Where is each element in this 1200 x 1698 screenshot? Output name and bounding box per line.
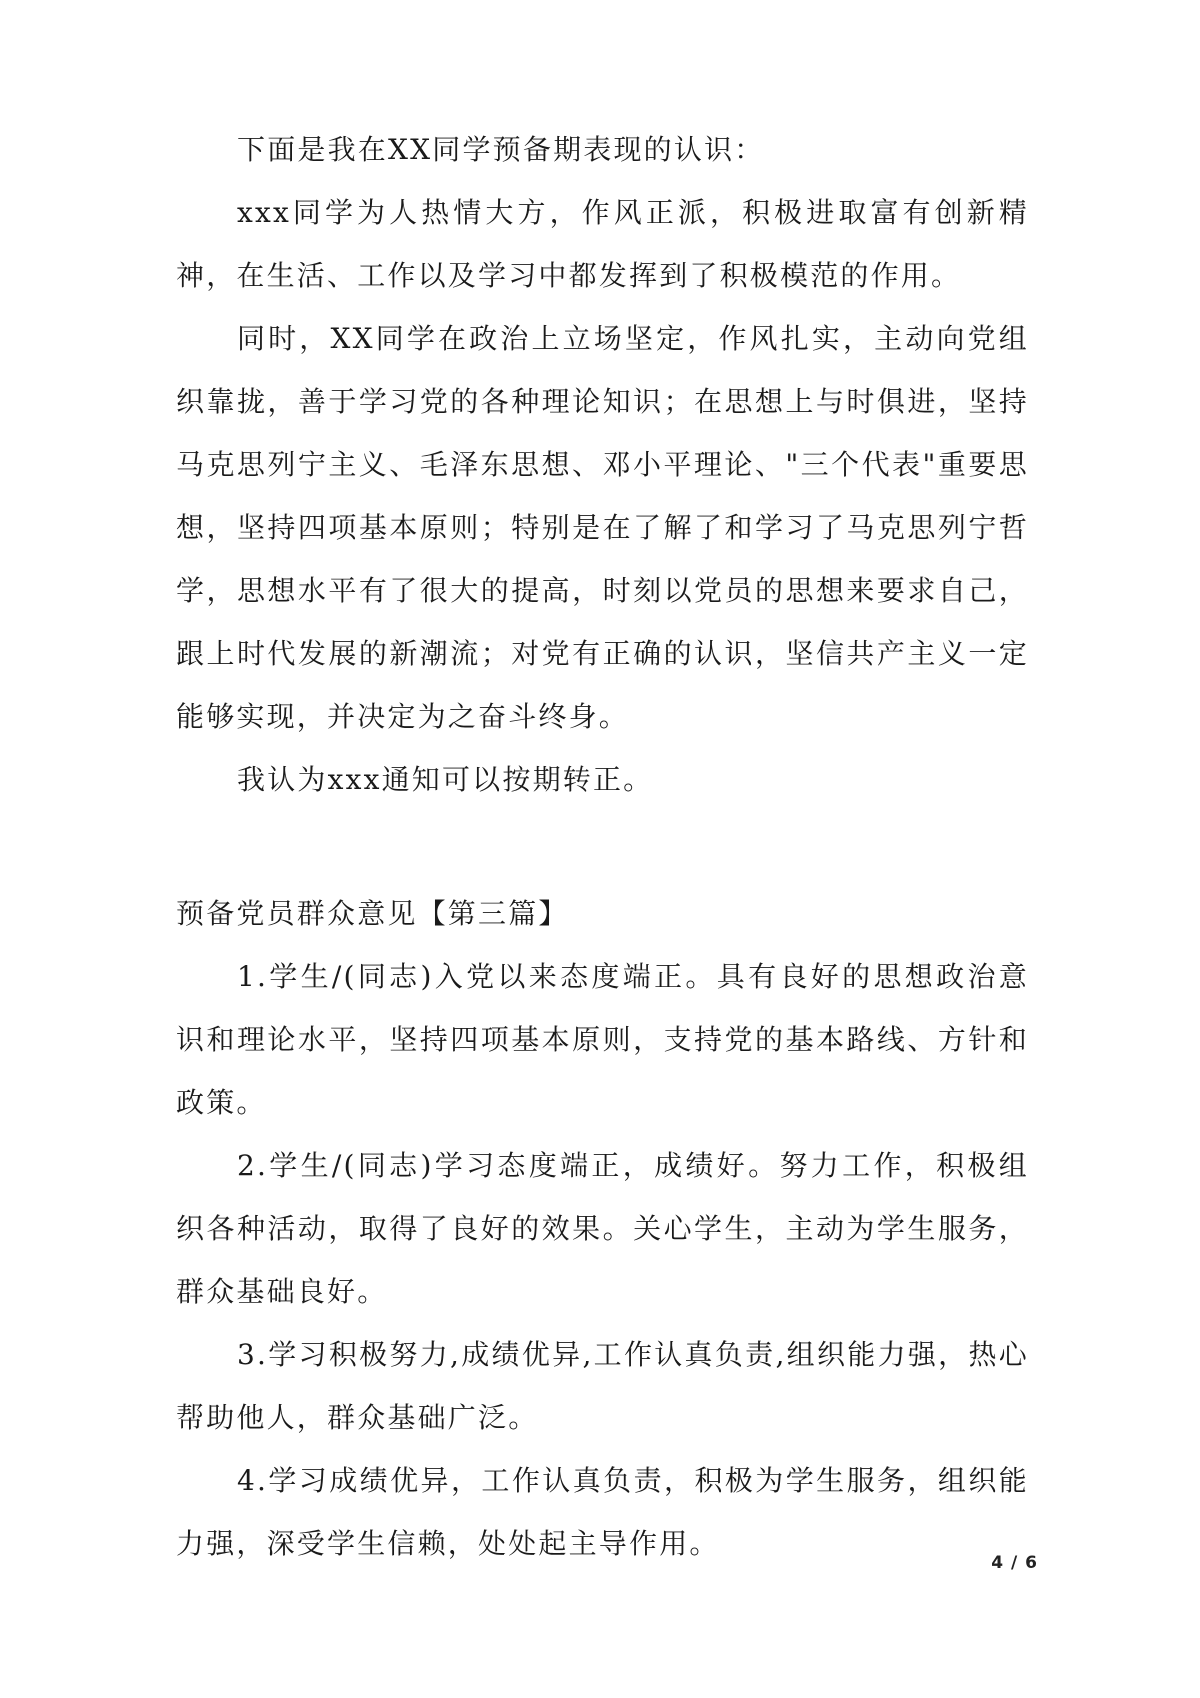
paragraph-intro: 下面是我在XX同学预备期表现的认识： [237, 133, 765, 166]
paragraph-politics: 同时，XX同学在政治上立场坚定，作风扎实，主动向党组织靠拢，善于学习党的各种理论知识；在思想上与时俱进，坚持马克思列宁主义、毛泽东思想、邓小平理论、"三个代表"重要思想，坚持四项基本原则；特别是在了解了和学习了马克思列宁哲学，思想水平有了很大的提高，时刻以党员的思想来要求自己，跟上时代发展的新潮流；对党有正确的认识，坚信共产主义一定能够实现，并决定为之奋斗终身。 [176, 322, 1029, 733]
section-item-2: 2.学生/(同志)学习态度端正，成绩好。努力工作，积极组织各种活动，取得了良好的效果。关心学生，主动为学生服务，群众基础良好。 [176, 1149, 1029, 1308]
section-item-3: 3.学习积极努力,成绩优异,工作认真负责,组织能力强，热心帮助他人，群众基础广泛。 [176, 1338, 1029, 1434]
section-item-1: 1.学生/(同志)入党以来态度端正。具有良好的思想政治意识和理论水平，坚持四项基本原则，支持党的基本路线、方针和政策。 [176, 960, 1029, 1119]
document-body [176, 118, 1029, 1575]
page-number: 4 / 6 [991, 1553, 1038, 1573]
section-title: 预备党员群众意见【第三篇】 [176, 897, 569, 930]
paragraph-character: xxx同学为人热情大方，作风正派，积极进取富有创新精神，在生活、工作以及学习中都发挥到了积极模范的作用。 [176, 196, 1029, 292]
section-item-4: 4.学习成绩优异，工作认真负责，积极为学生服务，组织能力强，深受学生信赖，处处起主导作用。 [176, 1464, 1029, 1560]
paragraph-conclusion: 我认为xxx通知可以按期转正。 [237, 763, 654, 796]
